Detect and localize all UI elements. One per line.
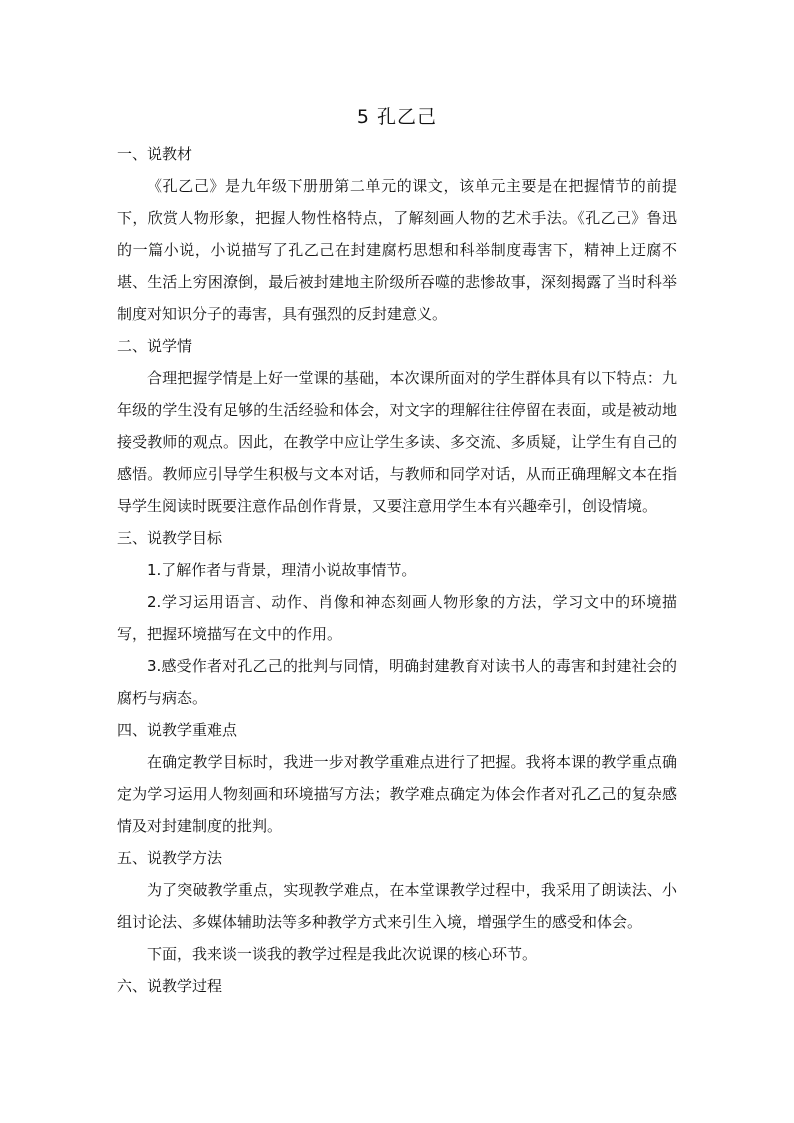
paragraph: 合理把握学情是上好一堂课的基础，本次课所面对的学生群体具有以下特点：九年级的学生没有足够的生活经验和体会，对文字的理解往往停留在表面，或是被动地接受教师的观点。因此，在教学中应让学生多读、多交流、多质疑，让学生有自己的感悟。教师应引导学生积极与文本对话，与教师和同学对话，从而正确理解文本在指导学生阅读时既要注意作品创作背景，又要注意用学生本有兴趣牵引，创设情境。 <box>117 369 677 515</box>
section-heading: 一、说教材 <box>117 145 193 163</box>
section-heading: 六、说教学过程 <box>117 977 223 995</box>
section-objectives <box>117 522 677 714</box>
section-heading: 二、说学情 <box>117 337 193 355</box>
paragraph: 为了突破教学重点，实现教学难点，在本堂课教学过程中，我采用了朗读法、小组讨论法、多媒体辅助法等多种教学方式来引生入境，增强学生的感受和体会。 <box>117 881 677 931</box>
section-learners <box>117 330 677 522</box>
paragraph: 下面，我来谈一谈我的教学过程是我此次说课的核心环节。 <box>147 945 538 963</box>
objective-item: 3.感受作者对孔乙己的批判与同情，明确封建教育对读书人的毒害和封建社会的腐朽与病态。 <box>117 657 677 707</box>
objective-item: 2.学习运用语言、动作、肖像和神态刻画人物形象的方法，学习文中的环境描写，把握环境描写在文中的作用。 <box>117 593 677 643</box>
section-textbook <box>117 138 677 330</box>
section-heading: 五、说教学方法 <box>117 849 223 867</box>
objective-item: 1.了解作者与背景，理清小说故事情节。 <box>147 561 417 579</box>
paragraph: 《孔乙己》是九年级下册册第二单元的课文，该单元主要是在把握情节的前提下，欣赏人物形象，把握人物性格特点，了解刻画人物的艺术手法。《孔乙己》鲁迅的一篇小说，小说描写了孔乙己在封建腐朽思想和科举制度毒害下，精神上迂腐不堪、生活上穷困潦倒，最后被封建地主阶级所吞噬的悲惨故事，深刻揭露了当时科举制度对知识分子的毒害，具有强烈的反封建意义。 <box>117 177 677 323</box>
section-heading: 三、说教学目标 <box>117 529 223 547</box>
section-methods <box>117 842 677 970</box>
section-key-points <box>117 714 677 842</box>
document-title: 5 孔乙己 <box>356 106 438 128</box>
document-body <box>117 138 677 1002</box>
paragraph: 在确定教学目标时，我进一步对教学重难点进行了把握。我将本课的教学重点确定为学习运用人物刻画和环境描写方法；教学难点确定为体会作者对孔乙己的复杂感情及对封建制度的批判。 <box>117 753 677 835</box>
section-heading: 四、说教学重难点 <box>117 721 238 739</box>
section-process <box>117 970 677 1002</box>
